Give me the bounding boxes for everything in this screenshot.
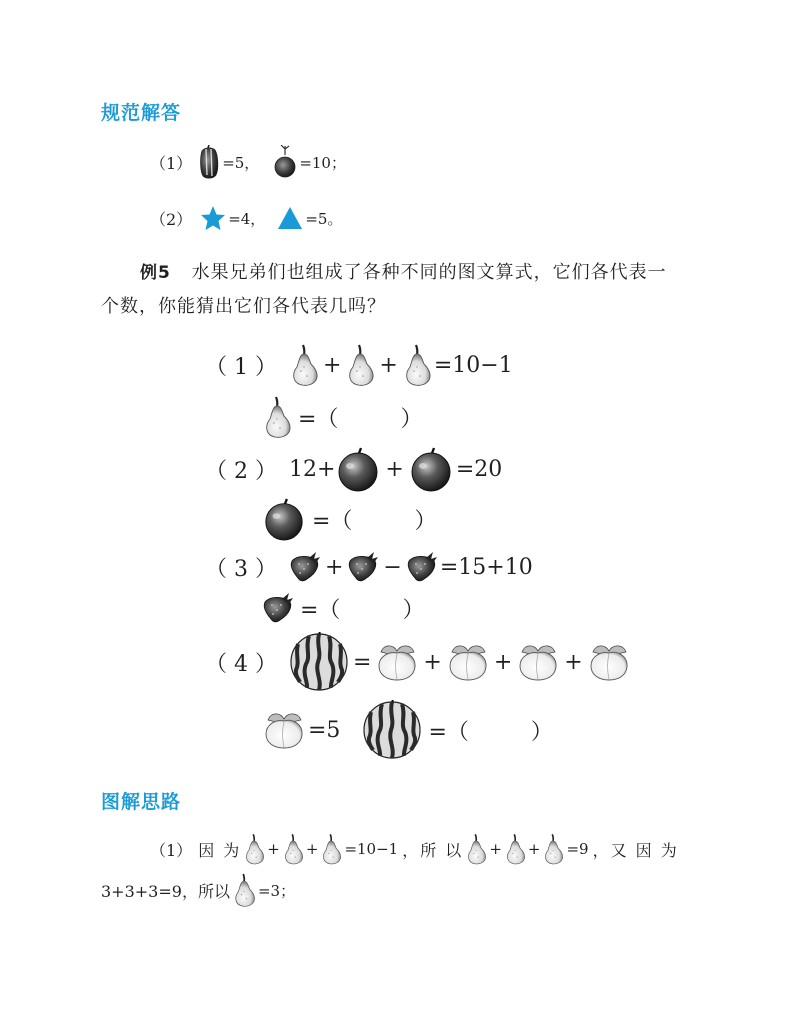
solution-rhs-1: =10−1 xyxy=(344,840,399,858)
plus-sign: + xyxy=(305,840,319,858)
problem-1-rhs: =10−1 xyxy=(433,352,513,378)
problem-3-close: ） xyxy=(402,597,425,623)
pear-icon xyxy=(243,832,265,866)
problem-2-question xyxy=(262,497,436,541)
peach-value: =5 xyxy=(308,717,341,743)
solution-also: ，又 因 为 xyxy=(592,840,679,860)
example-line-1 xyxy=(140,258,667,284)
problem-2-ask: =（ xyxy=(312,508,353,534)
peach-icon xyxy=(516,642,560,682)
triangle-icon xyxy=(277,206,303,230)
example-text-2: 个数，你能猜出它们各代表几吗？ xyxy=(101,296,386,317)
problem-3-ask: =（ xyxy=(300,597,341,623)
plus-sign: + xyxy=(489,840,502,858)
star-value: =4， xyxy=(228,209,266,228)
problem-4-equation xyxy=(205,632,631,692)
peach-icon xyxy=(375,642,419,682)
problem-3-equation xyxy=(205,551,533,583)
plus-sign: + xyxy=(267,840,280,858)
heading-solution-idea: 图解思路 xyxy=(101,791,182,813)
problem-1-question xyxy=(262,395,422,439)
pear-icon xyxy=(262,395,292,439)
problem-2-lhs: 12+ xyxy=(288,456,336,482)
pear-icon xyxy=(402,343,432,387)
solution-because: 因 为 xyxy=(198,840,242,860)
answer-line-1 xyxy=(150,145,346,179)
plus-sign: + xyxy=(527,840,541,858)
pear-icon xyxy=(282,832,304,866)
strawberry-icon xyxy=(347,551,379,583)
solution-so: ，所 以 xyxy=(402,840,464,860)
star-icon xyxy=(200,205,226,231)
pear-icon xyxy=(289,343,319,387)
plus-sign: + xyxy=(379,352,398,378)
pear-icon xyxy=(504,832,526,866)
problem-2-equation xyxy=(205,446,502,492)
problem-4-ask: =（ xyxy=(428,719,469,745)
problem-1-ask: =（ xyxy=(298,406,339,432)
apple-icon xyxy=(408,446,454,492)
problem-2-rhs: =20 xyxy=(455,456,503,482)
peach-icon xyxy=(587,642,631,682)
problem-4-close: ） xyxy=(530,719,553,745)
peach-icon xyxy=(446,642,490,682)
example-text-1: 水果兄弟们也组成了各种不同的图文算式，它们各代表一 xyxy=(191,262,667,283)
solution-line-2-end: =3； xyxy=(257,881,296,900)
problem-1-equation xyxy=(205,343,513,387)
pepper-value: =5， xyxy=(222,153,260,172)
answer-1-number: （1） xyxy=(150,153,193,173)
problem-2-close: ） xyxy=(414,508,437,534)
plus-sign: + xyxy=(493,649,513,675)
plus-sign: + xyxy=(385,456,404,482)
answer-line-2 xyxy=(150,205,342,231)
example-label: 例5 xyxy=(140,263,171,283)
pepper-icon xyxy=(198,145,220,179)
problem-1-number: （ 1 ） xyxy=(205,354,277,380)
solution-rhs-2: =9 xyxy=(566,840,589,858)
strawberry-icon xyxy=(289,551,321,583)
apple-icon xyxy=(335,446,381,492)
plus-sign: + xyxy=(564,649,583,675)
plus-sign: + xyxy=(423,649,442,675)
minus-sign: − xyxy=(383,554,402,580)
strawberry-icon xyxy=(406,551,438,583)
strawberry-icon xyxy=(262,592,294,624)
pear-icon xyxy=(345,343,375,387)
solution-line-2 xyxy=(101,872,295,908)
problem-4-number: （ 4 ） xyxy=(205,651,277,677)
problem-1-close: ） xyxy=(400,406,423,432)
onion-icon xyxy=(273,145,297,179)
watermelon-icon xyxy=(289,632,349,692)
pear-icon xyxy=(232,872,256,908)
peach-icon xyxy=(262,710,306,750)
heading-standard-answer: 规范解答 xyxy=(101,102,182,124)
problem-3-number: （ 3 ） xyxy=(205,556,277,582)
apple-icon xyxy=(262,497,306,541)
problem-4-question xyxy=(262,700,553,760)
solution-line-2-start: 3+3+3=9，所以 xyxy=(101,881,230,901)
onion-value: =10； xyxy=(299,153,346,172)
plus-sign: + xyxy=(322,352,342,378)
solution-number: （1） xyxy=(150,840,193,860)
pear-icon xyxy=(465,832,487,866)
equals-sign: = xyxy=(352,649,372,675)
answer-2-number: （2） xyxy=(150,209,193,229)
problem-2-number: （ 2 ） xyxy=(205,458,277,484)
triangle-value: =5。 xyxy=(305,209,343,228)
pear-icon xyxy=(320,832,342,866)
plus-sign: + xyxy=(324,554,344,580)
problem-3-rhs: =15+10 xyxy=(439,554,533,580)
watermelon-icon xyxy=(362,700,422,760)
problem-3-question xyxy=(262,592,424,624)
pear-icon xyxy=(542,832,564,866)
solution-line-1 xyxy=(150,832,679,866)
